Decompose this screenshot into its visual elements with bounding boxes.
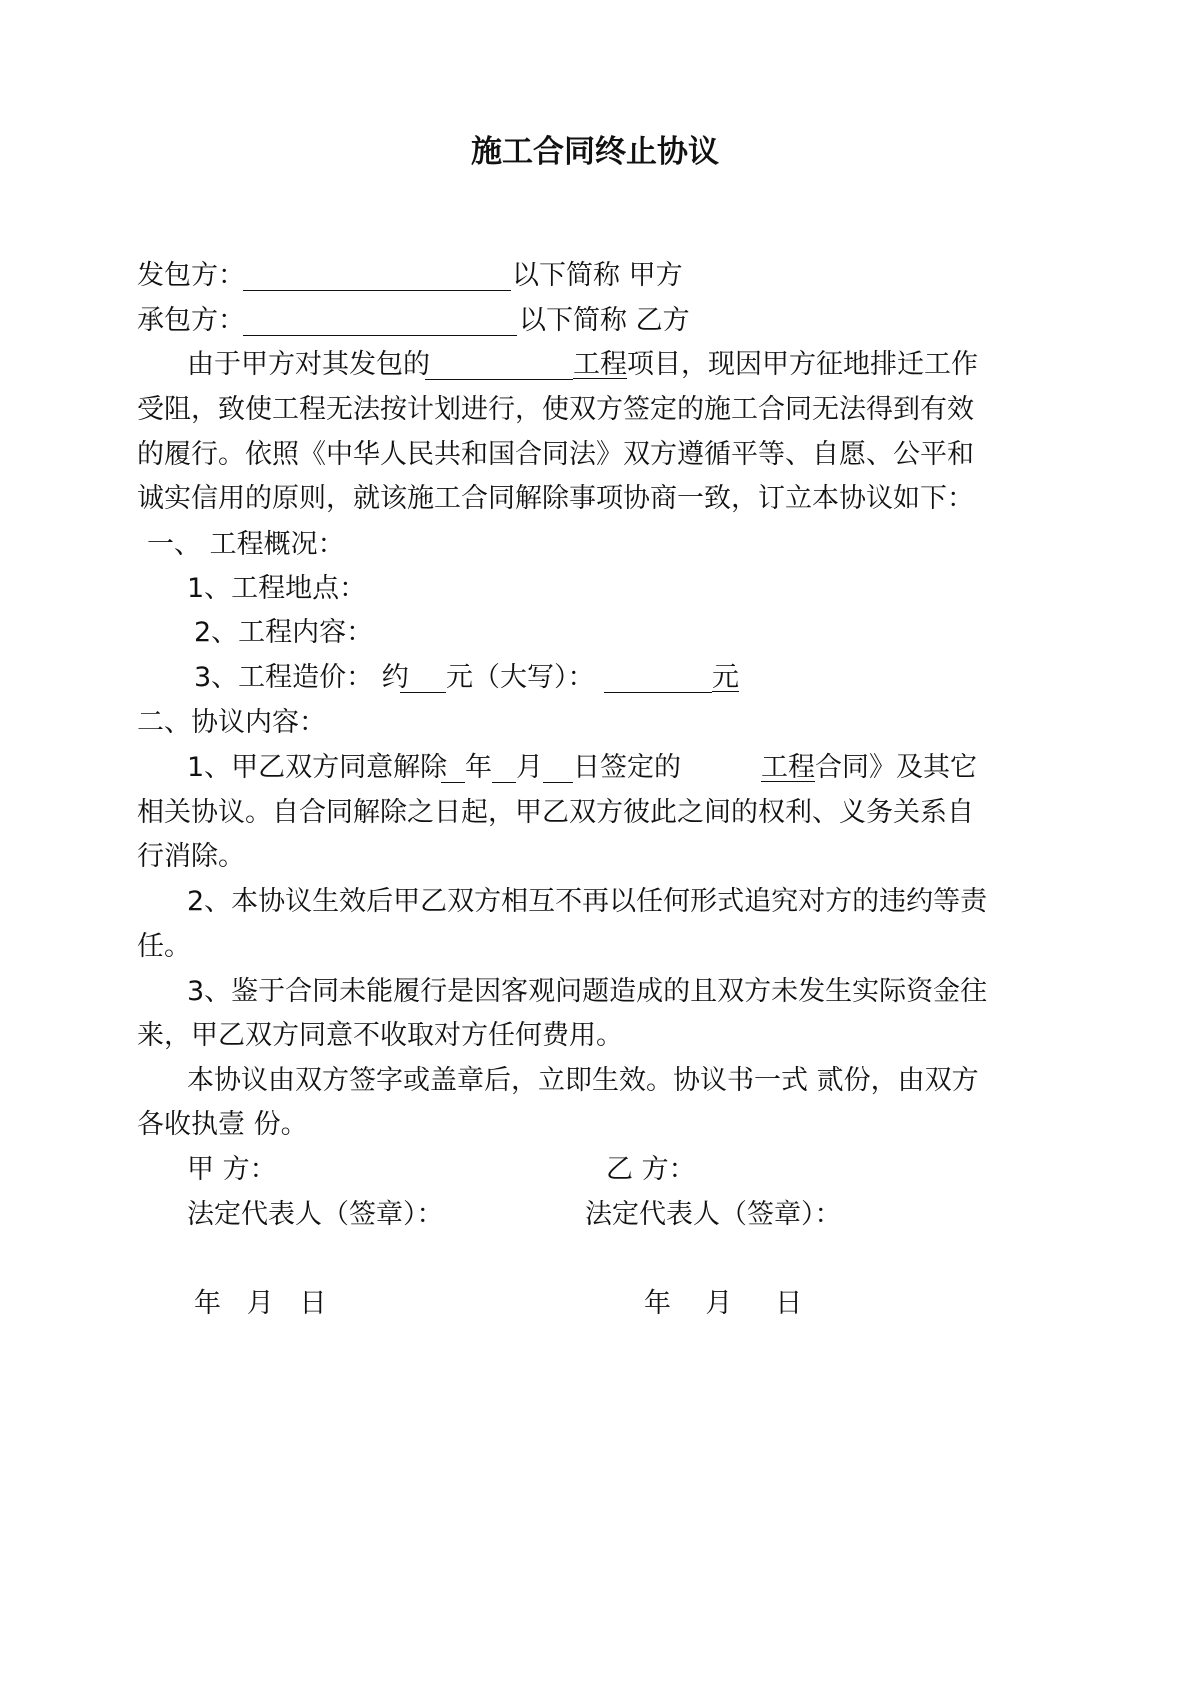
intro-line-1b: 工程 <box>573 349 627 380</box>
contractor-label: 承包方： <box>137 305 245 336</box>
clause1-contract: 合同》及其它 <box>815 752 977 783</box>
clause3-line-1: 3、鉴于合同未能履行是因客观问题造成的且双方未发生实际资金往 <box>187 976 988 1007</box>
effect-clause-line-2: 各收执壹 份。 <box>137 1109 308 1140</box>
project-content: 2、工程内容： <box>194 617 374 648</box>
document-title: 施工合同终止协议 <box>471 134 719 170</box>
party-a-date: 年 月 日 <box>194 1288 327 1319</box>
intro-line-3: 的履行。依照《中华人民共和国合同法》双方遵循平等、自愿、公平和 <box>137 439 974 470</box>
day-blank[interactable] <box>543 782 573 783</box>
project-cost-unit: 元 <box>712 662 739 693</box>
clause3-line-2: 来，甲乙双方同意不收取对方任何费用。 <box>137 1020 623 1051</box>
party-a-representative: 法定代表人（签章）： <box>187 1199 444 1230</box>
clause1-line-2: 相关协议。自合同解除之日起，甲乙双方彼此之间的权利、义务关系自 <box>137 797 974 828</box>
clause1-start: 1、甲乙双方同意解除 <box>187 752 448 783</box>
cost-amount-blank[interactable] <box>400 692 446 693</box>
project-cost-label: 3、工程造价： 约 <box>194 662 409 693</box>
clause1-day: 日签定的 <box>573 752 681 783</box>
intro-line-1c: 项目，现因甲方征地排迁工作 <box>627 349 978 380</box>
section1-heading: 一、 工程概况： <box>147 529 345 560</box>
intro-line-2: 受阻，致使工程无法按计划进行，使双方签定的施工合同无法得到有效 <box>137 394 974 425</box>
year-blank[interactable] <box>441 782 465 783</box>
project-cost-uppercase-label: 元（大写）： <box>446 662 595 693</box>
clause1-month: 月 <box>516 752 543 783</box>
party-b-representative: 法定代表人（签章）： <box>585 1199 842 1230</box>
party-b-label: 乙 方： <box>606 1154 696 1185</box>
intro-line-1a: 由于甲方对其发包的 <box>187 349 430 380</box>
section2-heading: 二、协议内容： <box>137 707 326 738</box>
employer-suffix: 以下简称 甲方 <box>512 260 683 291</box>
employer-blank-line[interactable] <box>243 290 511 291</box>
clause1-project: 工程 <box>761 752 815 783</box>
clause2-line-2: 任。 <box>137 931 191 962</box>
clause1-line-3: 行消除。 <box>137 841 245 872</box>
clause1-year: 年 <box>465 752 492 783</box>
intro-line-4: 诚实信用的原则，就该施工合同解除事项协商一致，订立本协议如下： <box>137 483 974 514</box>
clause2-line-1: 2、本协议生效后甲乙双方相互不再以任何形式追究对方的违约等责 <box>187 886 988 917</box>
employer-label: 发包方： <box>137 260 245 291</box>
contractor-blank-line[interactable] <box>243 335 517 336</box>
month-blank[interactable] <box>492 782 516 783</box>
effect-clause-line-1: 本协议由双方签字或盖章后，立即生效。协议书一式 贰份，由双方 <box>187 1065 979 1096</box>
contractor-suffix: 以下简称 乙方 <box>519 305 690 336</box>
project-blank-line[interactable] <box>425 379 573 380</box>
party-b-date: 年 月 日 <box>644 1288 803 1319</box>
party-a-label: 甲 方： <box>187 1154 277 1185</box>
project-location: 1、工程地点： <box>187 573 367 604</box>
cost-uppercase-blank[interactable] <box>604 692 712 693</box>
